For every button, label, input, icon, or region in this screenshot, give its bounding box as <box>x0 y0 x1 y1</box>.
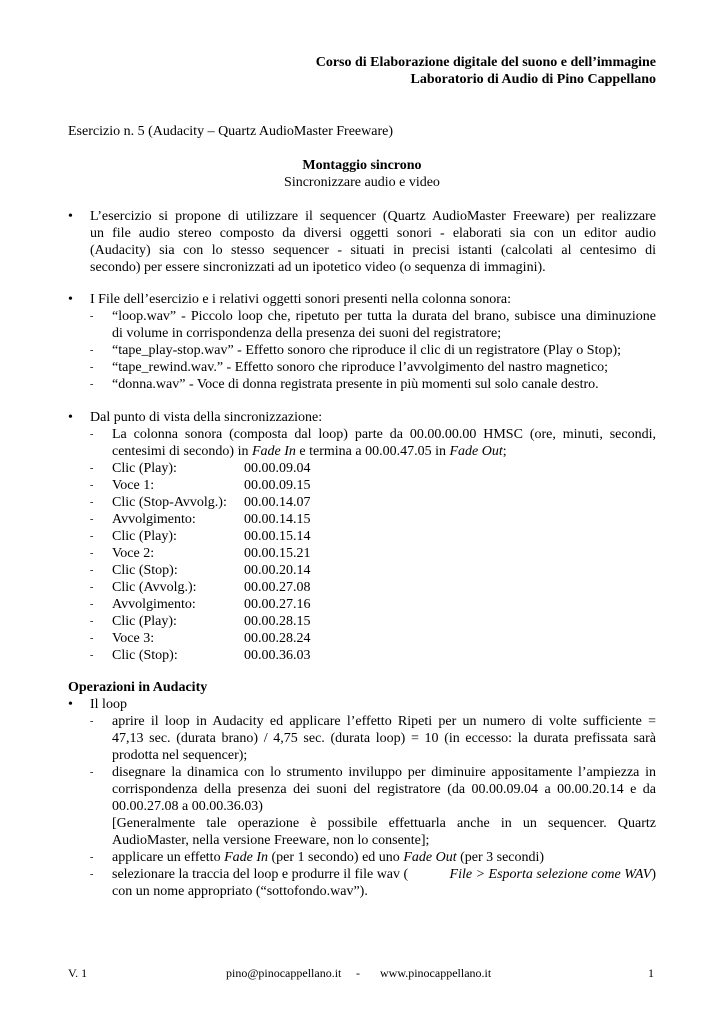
dash-marker: - <box>90 599 94 610</box>
event-label: Avvolgimento: <box>112 597 196 612</box>
event-label: Clic (Play): <box>112 529 177 544</box>
file-item: “tape_rewind.wav.” - Effetto sonoro che riproduce l’avvolgimento del nastro magnetico; <box>112 360 609 375</box>
event-time: 00.00.27.08 <box>244 580 311 595</box>
footer-website: www.pinocappellano.it <box>380 966 492 980</box>
dash-marker: - <box>90 767 94 778</box>
bullet-marker: • <box>68 209 73 224</box>
footer-separator: - <box>356 966 360 980</box>
dash-marker: - <box>90 565 94 576</box>
event-label: Voce 2: <box>112 546 155 561</box>
fade-out-term: Fade Out <box>403 850 457 865</box>
step-text: corrispondenza della presenza dei suoni del registratore (da 00.00.09.04 a 00.00.20.14 e da <box>112 782 656 797</box>
step-note: [Generalmente tale operazione è possibile effettuarla anche in un sequencer. Quartz <box>112 816 656 831</box>
operations-heading: Operazioni in Audacity <box>68 680 208 695</box>
lab-title: Laboratorio di Audio di Pino Cappellano <box>410 72 656 87</box>
dash-marker: - <box>90 616 94 627</box>
event-label: Clic (Stop): <box>112 648 178 663</box>
event-label: Voce 3: <box>112 631 155 646</box>
bullet-marker: • <box>68 697 73 712</box>
intro-line: (Audacity) sia con lo stesso sequencer - situati in precisi istanti (calcolati al centesimo di <box>90 243 656 258</box>
menu-path: File > Esporta selezione come WAV <box>449 867 652 882</box>
step-text: selezionare la traccia del loop e produrre il file wav ( File > Esporta selezione come WAV) <box>112 867 656 882</box>
step-text: aprire il loop in Audacity ed applicare l’effetto Ripeti per un numero di volte sufficiente = <box>112 714 656 729</box>
event-label: Clic (Play): <box>112 614 177 629</box>
dash-marker: - <box>90 497 94 508</box>
dash-marker: - <box>90 582 94 593</box>
files-heading: I File dell’esercizio e i relativi oggetti sonori presenti nella colonna sonora: <box>90 292 512 307</box>
footer-page-number: 1 <box>648 966 654 980</box>
event-time: 00.00.14.15 <box>244 512 311 527</box>
event-label: Clic (Avvolg.): <box>112 580 197 595</box>
sync-heading: Dal punto di vista della sincronizzazione: <box>90 410 323 425</box>
bullet-marker: • <box>68 410 73 425</box>
event-time: 00.00.14.07 <box>244 495 311 510</box>
event-time: 00.00.28.15 <box>244 614 311 629</box>
file-item: “tape_play-stop.wav” - Effetto sonoro che riproduce il clic di un registratore (Play o Stop); <box>112 343 622 358</box>
event-label: Clic (Stop): <box>112 563 178 578</box>
soundtrack-line: centesimi di secondo) in Fade In e termina a 00.00.47.05 in Fade Out; <box>112 444 507 459</box>
dash-marker: - <box>90 345 94 356</box>
step-text: disegnare la dinamica con lo strumento inviluppo per diminuire appositamente l’ampiezza in <box>112 765 656 780</box>
fade-out-term: Fade Out <box>449 444 503 459</box>
dash-marker: - <box>90 548 94 559</box>
fade-in-term: Fade In <box>251 444 296 459</box>
intro-line: un file audio stereo composto da diversi oggetti sonori - elaborati sia con un editor audio <box>90 226 656 241</box>
file-item: “donna.wav” - Voce di donna registrata presente in più momenti sul solo canale destro. <box>112 377 599 392</box>
dash-marker: - <box>90 480 94 491</box>
dash-marker: - <box>90 531 94 542</box>
soundtrack-line: La colonna sonora (composta dal loop) parte da 00.00.00.00 HMSC (ore, minuti, secondi, <box>112 427 656 442</box>
file-item: di volume in corrispondenza della presenza dei suoni del registratore; <box>112 326 502 341</box>
step-text: prodotta nel sequencer); <box>112 748 248 763</box>
dash-marker: - <box>90 852 94 863</box>
step-text: con un nome appropriato (“sottofondo.wav”). <box>112 884 368 899</box>
exercise-line: Esercizio n. 5 (Audacity – Quartz AudioMaster Freeware) <box>68 124 393 139</box>
event-time: 00.00.27.16 <box>244 597 311 612</box>
course-header <box>316 54 656 88</box>
dash-marker: - <box>90 650 94 661</box>
footer-email: pino@pinocappellano.it <box>226 966 342 980</box>
step-text: 47,13 sec. (durata brano) / 4,75 sec. (durata loop) = 10 (in eccesso: la durata prefissata sarà <box>112 731 656 746</box>
loop-label: Il loop <box>90 697 127 712</box>
event-label: Clic (Play): <box>112 461 177 476</box>
dash-marker: - <box>90 633 94 644</box>
page-title: Montaggio sincrono <box>302 158 422 173</box>
event-label: Clic (Stop-Avvolg.): <box>112 495 227 510</box>
intro-line: L’esercizio si propone di utilizzare il sequencer (Quartz AudioMaster Freeware) per realizzare <box>90 209 656 224</box>
dash-marker: - <box>90 429 94 440</box>
dash-marker: - <box>90 362 94 373</box>
dash-marker: - <box>90 379 94 390</box>
page-subtitle: Sincronizzare audio e video <box>284 175 440 190</box>
bullet-marker: • <box>68 292 73 307</box>
event-time: 00.00.15.21 <box>244 546 311 561</box>
event-time: 00.00.09.04 <box>244 461 311 476</box>
course-title: Corso di Elaborazione digitale del suono e dell’immagine <box>315 55 656 70</box>
step-text: applicare un effetto Fade In (per 1 secondo) ed uno Fade Out (per 3 secondi) <box>112 850 545 865</box>
dash-marker: - <box>90 869 94 880</box>
event-time: 00.00.28.24 <box>244 631 311 646</box>
footer-version: V. 1 <box>68 966 88 980</box>
step-text: 00.00.27.08 a 00.00.36.03) <box>112 799 263 814</box>
file-item: “loop.wav” - Piccolo loop che, ripetuto per tutta la durata del brano, subisce una diminuzione <box>112 309 656 324</box>
dash-marker: - <box>90 514 94 525</box>
dash-marker: - <box>90 463 94 474</box>
event-label: Avvolgimento: <box>112 512 196 527</box>
event-time: 00.00.36.03 <box>244 648 311 663</box>
dash-marker: - <box>90 716 94 727</box>
fade-in-term: Fade In <box>224 850 269 865</box>
dash-marker: - <box>90 311 94 322</box>
event-time: 00.00.20.14 <box>244 563 311 578</box>
event-time: 00.00.15.14 <box>244 529 311 544</box>
step-note: AudioMaster, nella versione Freeware, non lo consente]; <box>112 833 430 848</box>
event-time: 00.00.09.15 <box>244 478 311 493</box>
intro-line: secondo) per essere sincronizzati ad un ipotetico video (o sequenza di immagini). <box>90 260 546 275</box>
event-label: Voce 1: <box>112 478 155 493</box>
